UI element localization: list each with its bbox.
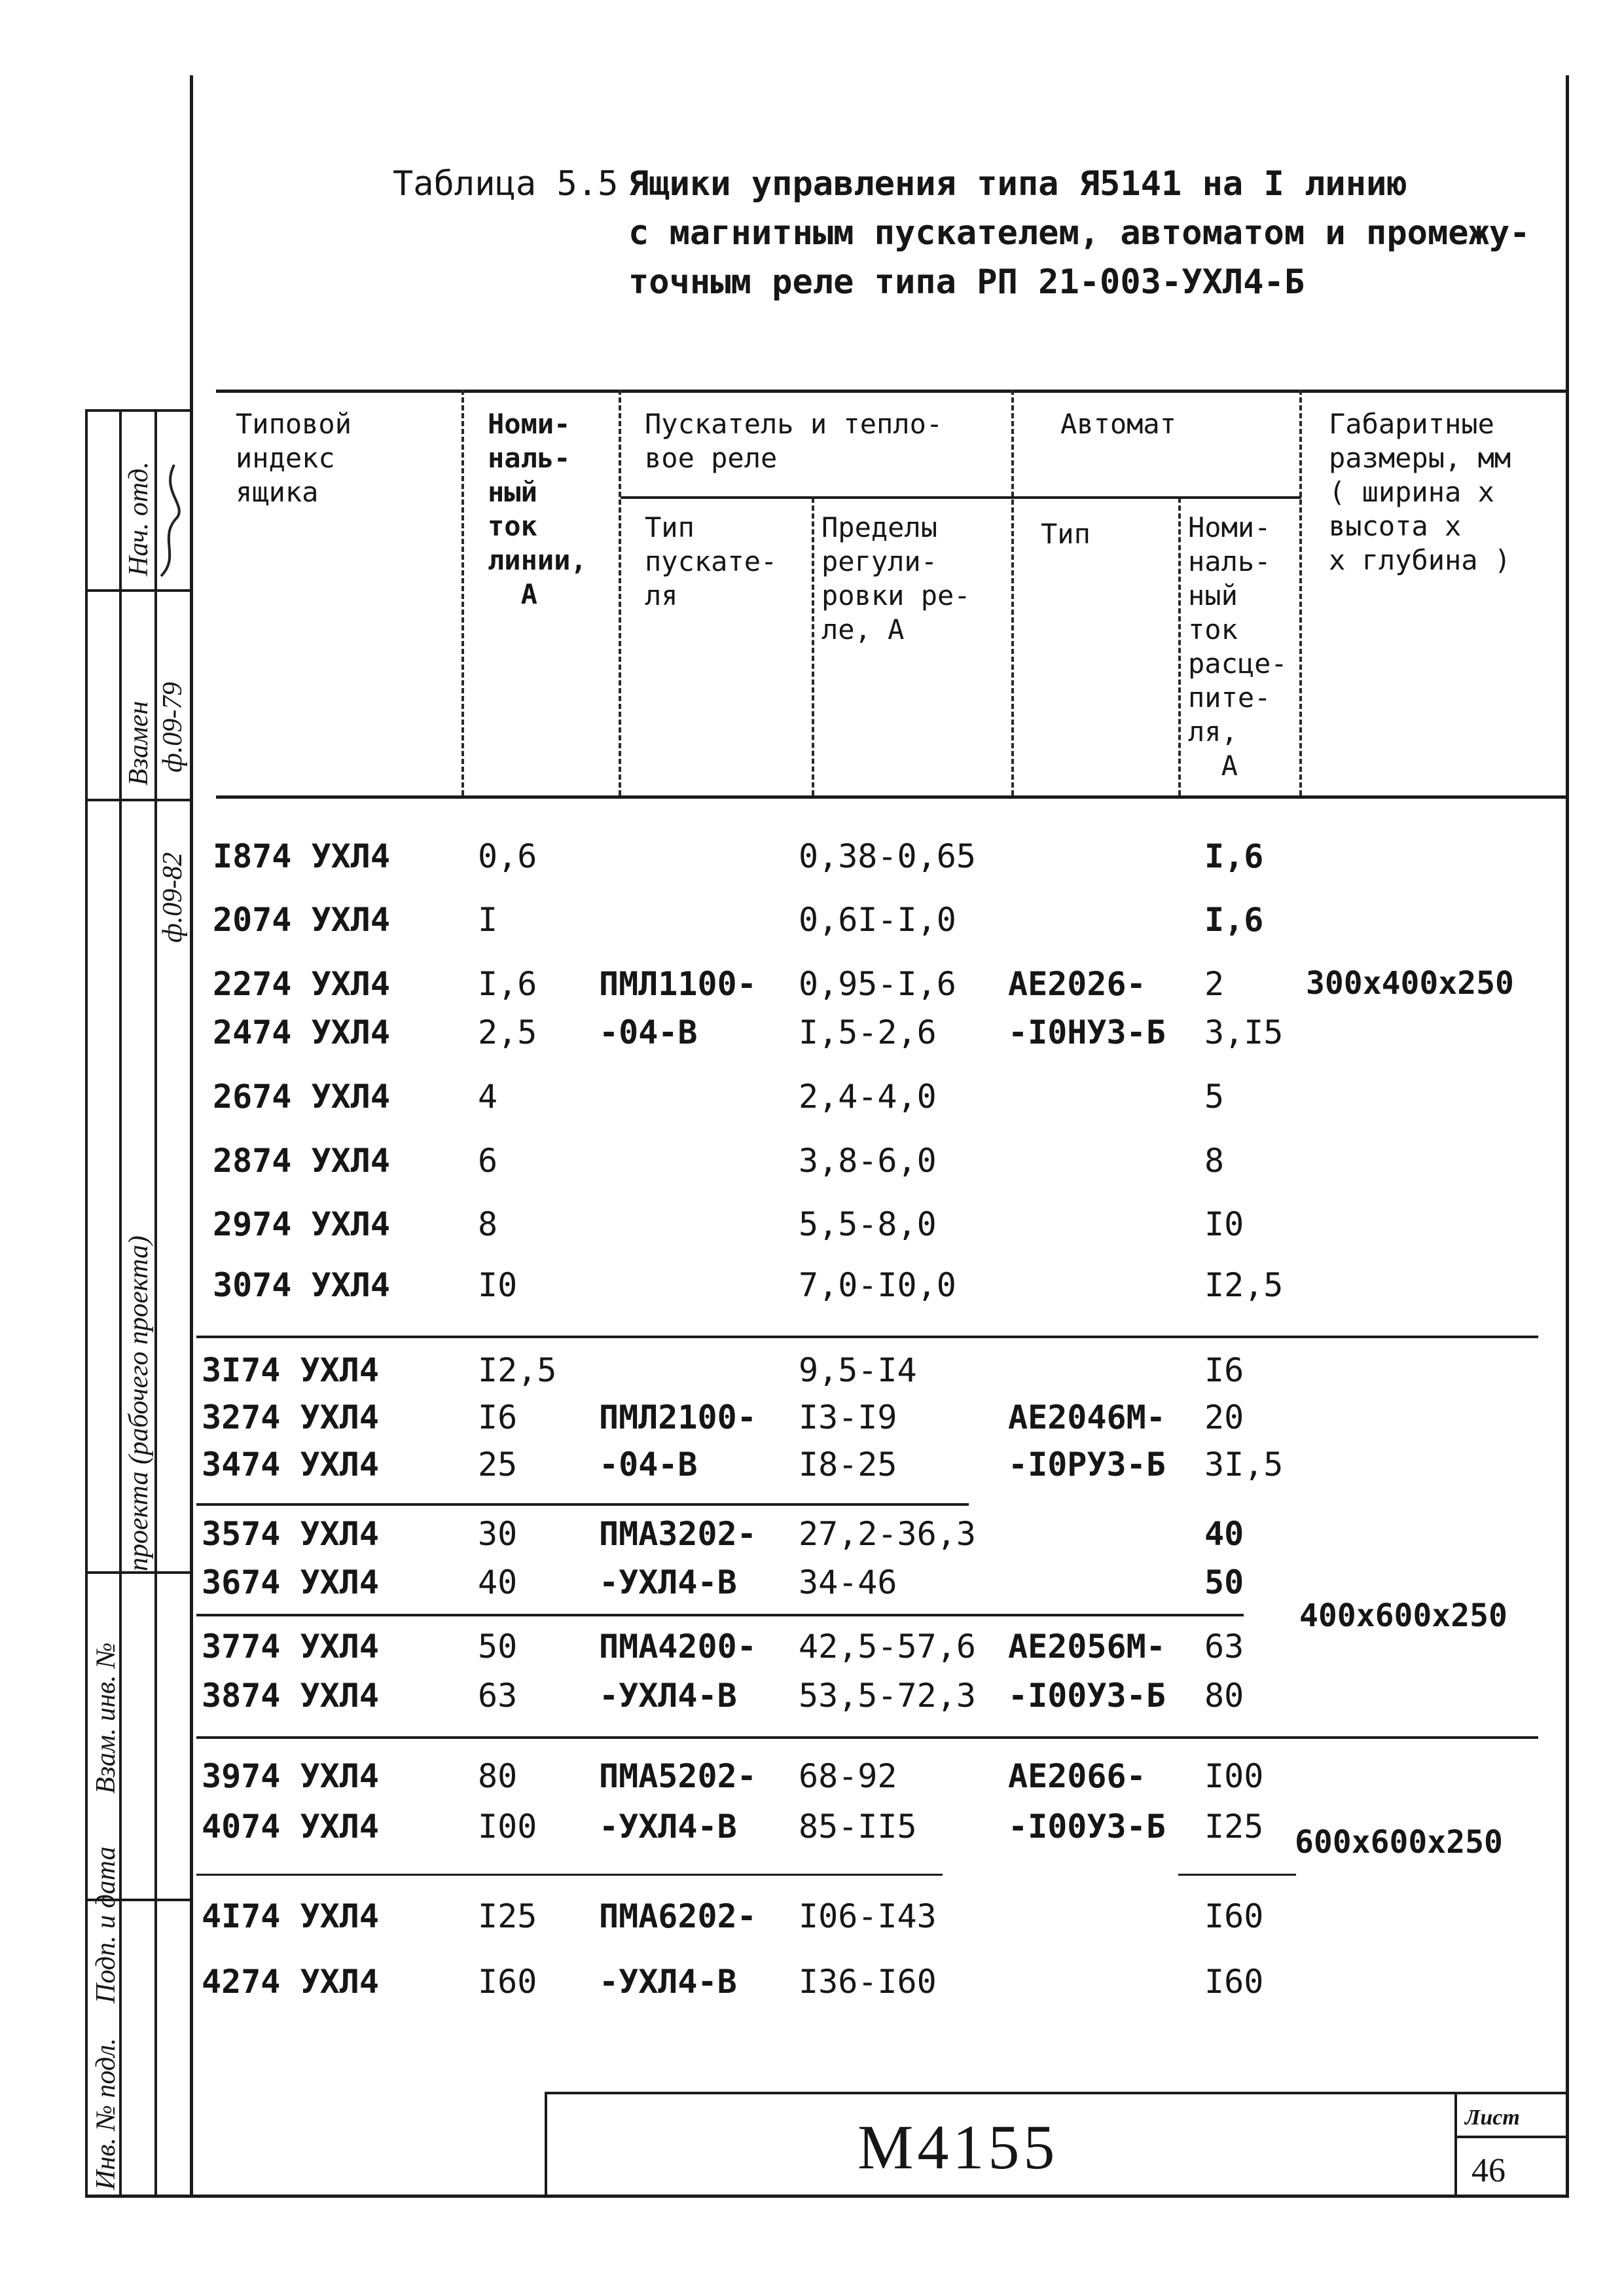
- cell-range: I06-I43: [799, 1897, 937, 1935]
- cell-index: 3I74 УХЛ4: [202, 1351, 379, 1389]
- dimensions-group-2: 400х600х250: [1299, 1597, 1507, 1634]
- cell-breaker-current: I,6: [1204, 901, 1264, 939]
- cell-index: 3274 УХЛ4: [202, 1398, 379, 1436]
- group-separator-5a: [196, 1874, 943, 1876]
- header-divider-5: [1178, 498, 1183, 795]
- cell-current: I60: [478, 1963, 537, 2001]
- header-nominal-current: Номи- наль- ный ток линии, А: [488, 408, 587, 610]
- header-dimensions: Габаритные размеры, мм ( ширина х высота х х глубина ): [1329, 408, 1511, 576]
- frame-left-line: [190, 75, 193, 2196]
- group-separator-1: [196, 1336, 1538, 1338]
- stamp-col-line-3: [154, 409, 157, 2196]
- cell-breaker-current: 8: [1204, 1142, 1225, 1180]
- cell-index: 3474 УХЛ4: [202, 1446, 379, 1484]
- cell-index: 2674 УХЛ4: [213, 1078, 390, 1116]
- cell-breaker-current: I25: [1204, 1808, 1264, 1846]
- cell-breaker-current: I2,5: [1204, 1266, 1284, 1304]
- starter-type-group-1-line-2: -04-В: [599, 1013, 698, 1051]
- header-divider-6: [1299, 390, 1305, 795]
- cell-index: 3874 УХЛ4: [202, 1677, 379, 1715]
- cell-breaker-current: I0: [1204, 1205, 1244, 1243]
- cell-range: 85-II5: [799, 1808, 917, 1846]
- cell-current: I25: [478, 1897, 537, 1935]
- breaker-type-group-4-line-1: АЕ2066-: [1008, 1757, 1146, 1795]
- stamp-replacement-inv: Взам. инв. №: [91, 1642, 121, 1794]
- cell-current: 8: [478, 1205, 498, 1243]
- cell-index: I874 УХЛ4: [213, 837, 390, 875]
- cell-breaker-current: I6: [1204, 1351, 1244, 1389]
- starter-type-group-4-line-2: -УХЛ4-В: [599, 1677, 737, 1715]
- cell-range: 5,5-8,0: [799, 1205, 937, 1243]
- cell-index: 3774 УХЛ4: [202, 1628, 379, 1666]
- cell-breaker-current: 20: [1204, 1398, 1244, 1436]
- stamp-signature-date: Подп. и дата: [91, 1846, 121, 2003]
- header-group-underline: [621, 496, 1301, 499]
- stamp-signature-mark: [154, 452, 189, 583]
- cell-breaker-current: 80: [1204, 1677, 1244, 1715]
- stamp-row-line-1: [85, 409, 190, 412]
- cell-current: 4: [478, 1078, 498, 1116]
- title-line-3: точным реле типа РП 21-003-УХЛ4-Б: [628, 263, 1305, 302]
- cell-index: 4I74 УХЛ4: [202, 1897, 379, 1935]
- cell-breaker-current: 5: [1204, 1078, 1225, 1116]
- cell-index: 4074 УХЛ4: [202, 1808, 379, 1846]
- cell-current: 6: [478, 1142, 498, 1180]
- cell-range: 7,0-I0,0: [799, 1266, 956, 1304]
- stamp-form-code-82: ф.09-82: [158, 852, 188, 943]
- breaker-type-group-3-line-2: -I00У3-Б: [1008, 1677, 1166, 1715]
- cell-range: 0,95-I,6: [799, 965, 956, 1003]
- cell-current: 30: [478, 1515, 518, 1553]
- cell-breaker-current: 2: [1204, 965, 1225, 1003]
- header-starter-group: Пускатель и тепло- вое реле: [645, 408, 943, 474]
- group-separator-2: [196, 1503, 969, 1506]
- stamp-form-code-79: ф.09-79: [158, 682, 188, 773]
- cell-index: 4274 УХЛ4: [202, 1963, 379, 2001]
- cell-breaker-current: 40: [1204, 1515, 1244, 1553]
- cell-current: 80: [478, 1757, 518, 1795]
- title-line-2: с магнитным пускателем, автоматом и промежу-: [628, 213, 1530, 253]
- dimensions-group-1: 300х400х250: [1306, 965, 1514, 1002]
- stamp-project-note: проекта (рабочего проекта): [124, 1235, 154, 1571]
- cell-current: I,6: [478, 965, 537, 1003]
- group-separator-3: [196, 1614, 1244, 1616]
- cell-index: 2474 УХЛ4: [213, 1013, 390, 1051]
- cell-index: 3074 УХЛ4: [213, 1266, 390, 1304]
- cell-current: 40: [478, 1563, 518, 1601]
- breaker-type-group-1-line-2: -I0НУ3-Б: [1008, 1013, 1166, 1051]
- cell-breaker-current: I,6: [1204, 837, 1264, 875]
- cell-range: 0,38-0,65: [799, 837, 976, 875]
- group-separator-4: [196, 1736, 1538, 1739]
- starter-type-group-6-line-2: -УХЛ4-В: [599, 1963, 737, 2001]
- footer-sheet-label-line: [1454, 2136, 1566, 2138]
- header-divider-1: [461, 390, 467, 795]
- dimensions-group-3: 600х600х250: [1295, 1824, 1503, 1861]
- cell-current: 25: [478, 1446, 518, 1484]
- header-divider-2: [619, 390, 624, 795]
- cell-index: 3674 УХЛ4: [202, 1563, 379, 1601]
- frame-right-line: [1566, 75, 1569, 2196]
- breaker-type-group-2-line-1: АЕ2046М-: [1008, 1398, 1166, 1436]
- table-number: Таблица 5.5: [393, 164, 619, 204]
- cell-current: I0: [478, 1266, 518, 1304]
- cell-range: 2,4-4,0: [799, 1078, 937, 1116]
- sheet-label: Лист: [1465, 2105, 1520, 2130]
- cell-range: 0,6I-I,0: [799, 901, 956, 939]
- cell-range: 3,8-6,0: [799, 1142, 937, 1180]
- cell-breaker-current: 50: [1204, 1563, 1244, 1601]
- cell-index: 3974 УХЛ4: [202, 1757, 379, 1795]
- cell-range: 27,2-36,3: [799, 1515, 976, 1553]
- stamp-department-head: Нач. отд.: [124, 462, 154, 576]
- footer-left-line: [545, 2092, 547, 2196]
- header-breaker-current: Номи- наль- ный ток расце- пите- ля, А: [1188, 511, 1288, 782]
- group-separator-5b: [1178, 1874, 1296, 1876]
- cell-range: 53,5-72,3: [799, 1677, 976, 1715]
- cell-breaker-current: I60: [1204, 1897, 1264, 1935]
- document-code: М4155: [857, 2112, 1059, 2182]
- cell-index: 3574 УХЛ4: [202, 1515, 379, 1553]
- cell-current: 63: [478, 1677, 518, 1715]
- cell-index: 2274 УХЛ4: [213, 965, 390, 1003]
- starter-type-group-5-line-1: ПМА5202-: [599, 1757, 757, 1795]
- cell-current: 50: [478, 1628, 518, 1666]
- header-breaker-group: Автомат: [1060, 408, 1177, 440]
- starter-type-group-4-line-1: ПМА4200-: [599, 1628, 757, 1666]
- cell-breaker-current: 3I,5: [1204, 1446, 1284, 1484]
- breaker-type-group-1-line-1: АЕ2026-: [1008, 965, 1146, 1003]
- cell-breaker-current: I00: [1204, 1757, 1264, 1795]
- starter-type-group-1-line-1: ПМЛ1100-: [599, 965, 757, 1003]
- cell-range: I3-I9: [799, 1398, 897, 1436]
- starter-type-group-6-line-1: ПМА6202-: [599, 1897, 757, 1935]
- cell-current: I6: [478, 1398, 518, 1436]
- starter-type-group-5-line-2: -УХЛ4-В: [599, 1808, 737, 1846]
- starter-type-group-2-line-1: ПМЛ2100-: [599, 1398, 757, 1436]
- cell-range: I36-I60: [799, 1963, 937, 2001]
- cell-range: 42,5-57,6: [799, 1628, 976, 1666]
- frame-bottom-line: [85, 2195, 1569, 2198]
- cell-breaker-current: I60: [1204, 1963, 1264, 2001]
- cell-current: I00: [478, 1808, 537, 1846]
- breaker-type-group-4-line-2: -I00У3-Б: [1008, 1808, 1166, 1846]
- cell-range: 68-92: [799, 1757, 897, 1795]
- cell-index: 2974 УХЛ4: [213, 1205, 390, 1243]
- starter-type-group-2-line-2: -04-В: [599, 1446, 698, 1484]
- starter-type-group-3-line-2: -УХЛ4-В: [599, 1563, 737, 1601]
- cell-index: 2874 УХЛ4: [213, 1142, 390, 1180]
- breaker-type-group-2-line-2: -I0РУ3-Б: [1008, 1446, 1166, 1484]
- footer-top-line: [545, 2092, 1566, 2094]
- stamp-row-line-2: [85, 589, 190, 592]
- cell-current: I2,5: [478, 1351, 557, 1389]
- title-line-1: Ящики управления типа Я5141 на I линию: [628, 164, 1407, 204]
- stamp-col-line-1: [85, 409, 88, 2196]
- cell-breaker-current: 63: [1204, 1628, 1244, 1666]
- header-bottom-line: [216, 795, 1566, 799]
- sheet-number: 46: [1471, 2152, 1506, 2189]
- cell-current: 2,5: [478, 1013, 537, 1051]
- stamp-row-line-4: [85, 1571, 190, 1574]
- stamp-row-line-3: [85, 799, 190, 801]
- header-index: Типовой индекс ящика: [236, 408, 352, 508]
- cell-range: I,5-2,6: [799, 1013, 937, 1051]
- cell-current: 0,6: [478, 837, 537, 875]
- cell-range: 34-46: [799, 1563, 897, 1601]
- footer-sheet-divider: [1454, 2092, 1457, 2196]
- cell-range: I8-25: [799, 1446, 897, 1484]
- cell-range: 9,5-I4: [799, 1351, 917, 1389]
- stamp-inv-number: Инв. № подл.: [91, 2037, 121, 2190]
- header-divider-4: [1011, 390, 1017, 795]
- header-top-line: [216, 390, 1566, 393]
- header-divider-3: [812, 498, 817, 795]
- cell-index: 2074 УХЛ4: [213, 901, 390, 939]
- cell-breaker-current: 3,I5: [1204, 1013, 1284, 1051]
- header-relay-range: Пределы регули- ровки ре- ле, А: [821, 511, 971, 646]
- header-starter-type: Тип пускате- ля: [645, 511, 778, 611]
- cell-current: I: [478, 901, 498, 939]
- starter-type-group-3-line-1: ПМА3202-: [599, 1515, 757, 1553]
- stamp-replaces: Взамен: [124, 701, 154, 786]
- header-breaker-type: Тип: [1041, 518, 1091, 550]
- breaker-type-group-3-line-1: АЕ2056М-: [1008, 1628, 1166, 1666]
